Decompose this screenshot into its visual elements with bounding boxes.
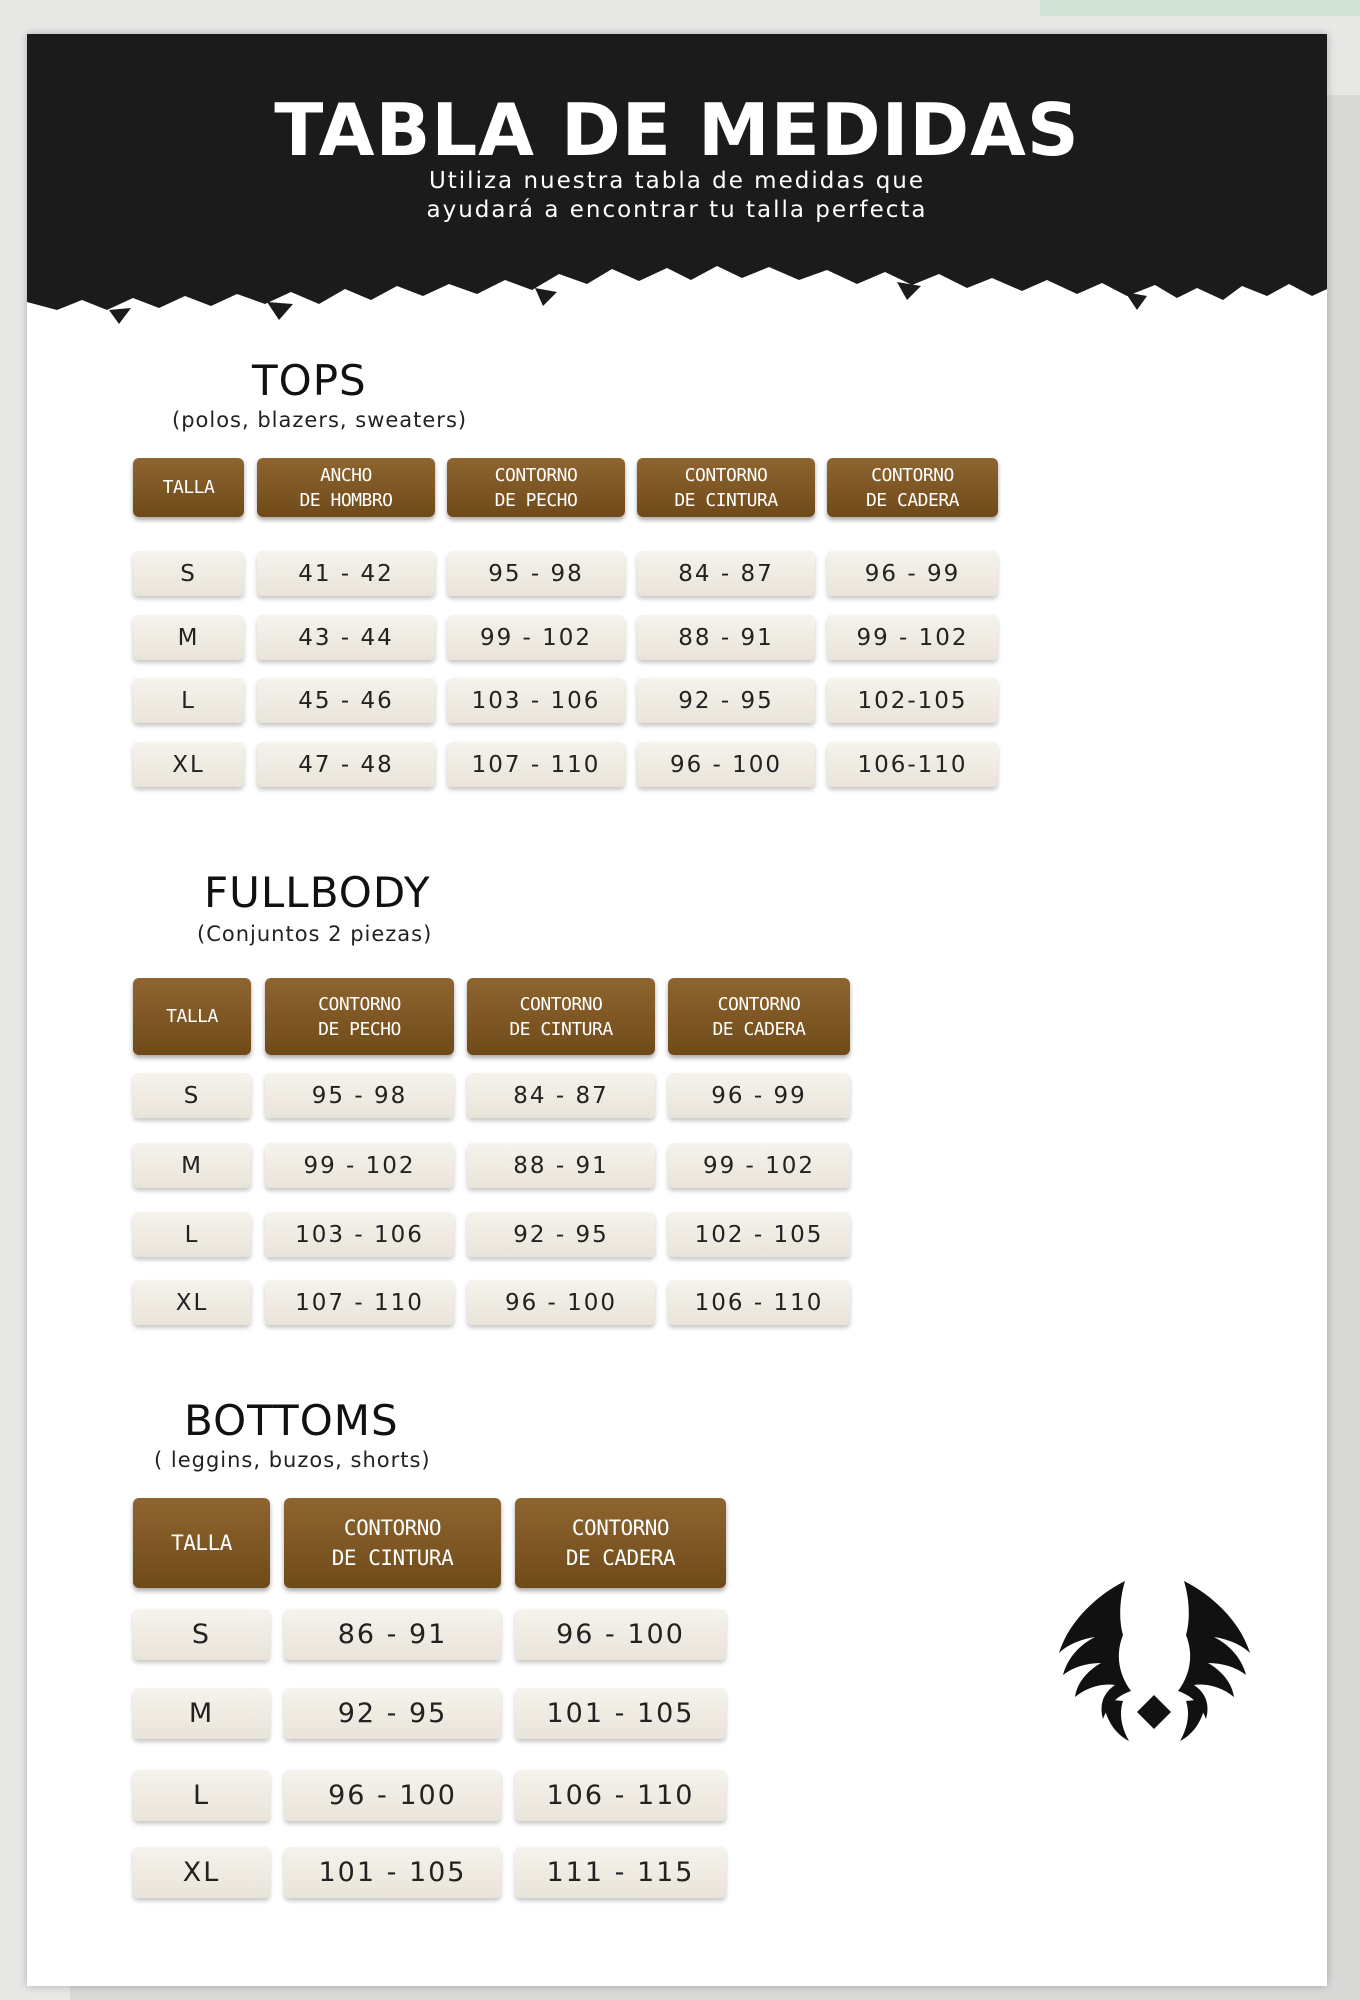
bottoms-table-cell: L (133, 1770, 270, 1821)
tops-title: TOPS (252, 356, 367, 405)
bottoms-table-cell: S (133, 1609, 270, 1660)
tops-table-cell: 102-105 (827, 678, 998, 723)
tops-header-cell: CONTORNO DE CINTURA (637, 458, 815, 517)
tops-table-cell: 84 - 87 (637, 551, 815, 596)
tops-table-cell: 103 - 106 (447, 678, 625, 723)
page-subtitle (27, 167, 1327, 225)
size-chart-sheet (27, 34, 1327, 1986)
tops-header-cell: CONTORNO DE PECHO (447, 458, 625, 517)
bottoms-table-cell: 96 - 100 (515, 1609, 726, 1660)
fullbody-table-cell: 106 - 110 (668, 1280, 850, 1325)
tops-table-cell: 43 - 44 (257, 615, 435, 660)
tops-table-cell: 45 - 46 (257, 678, 435, 723)
wings-diamond-logo-icon (1057, 1579, 1252, 1744)
fullbody-header-cell: CONTORNO DE CADERA (668, 978, 850, 1055)
fullbody-table-cell: 84 - 87 (467, 1073, 655, 1118)
fullbody-table-cell: S (133, 1073, 251, 1118)
fullbody-table-cell: 99 - 102 (265, 1143, 454, 1188)
fullbody-table-cell: L (133, 1212, 251, 1257)
fullbody-table-cell: 88 - 91 (467, 1143, 655, 1188)
bottoms-table-cell: M (133, 1688, 270, 1739)
fullbody-subtitle: (Conjuntos 2 piezas) (197, 922, 433, 946)
fullbody-table-cell: 96 - 99 (668, 1073, 850, 1118)
tops-table-cell: L (133, 678, 244, 723)
tops-table-cell: 92 - 95 (637, 678, 815, 723)
tops-table-cell: 99 - 102 (827, 615, 998, 660)
fullbody-header-cell: CONTORNO DE CINTURA (467, 978, 655, 1055)
bottoms-table-cell: 92 - 95 (284, 1688, 501, 1739)
fullbody-table-cell: 107 - 110 (265, 1280, 454, 1325)
bottoms-header-cell: TALLA (133, 1498, 270, 1588)
tops-table-cell: XL (133, 742, 244, 787)
tops-header-cell: CONTORNO DE CADERA (827, 458, 998, 517)
fullbody-table-cell: 92 - 95 (467, 1212, 655, 1257)
fullbody-header-cell: TALLA (133, 978, 251, 1055)
bottoms-table-cell: 86 - 91 (284, 1609, 501, 1660)
bottoms-header-cell: CONTORNO DE CADERA (515, 1498, 726, 1588)
fullbody-table-cell: M (133, 1143, 251, 1188)
tops-header-cell: TALLA (133, 458, 244, 517)
background-strip (1040, 0, 1360, 16)
fullbody-table-cell: XL (133, 1280, 251, 1325)
tops-table-cell: 96 - 99 (827, 551, 998, 596)
fullbody-table-cell: 99 - 102 (668, 1143, 850, 1188)
tops-subtitle: (polos, blazers, sweaters) (172, 408, 468, 432)
bottoms-table-cell: 96 - 100 (284, 1770, 501, 1821)
header-banner (27, 34, 1327, 334)
bottoms-table-cell: 101 - 105 (515, 1688, 726, 1739)
bottoms-subtitle: ( leggins, buzos, shorts) (154, 1448, 431, 1472)
tops-header-cell: ANCHO DE HOMBRO (257, 458, 435, 517)
tops-table-cell: 47 - 48 (257, 742, 435, 787)
tops-table-cell: 96 - 100 (637, 742, 815, 787)
tops-table-cell: S (133, 551, 244, 596)
fullbody-title: FULLBODY (204, 868, 431, 917)
bottoms-table-cell: 106 - 110 (515, 1770, 726, 1821)
page-title: TABLA DE MEDIDAS (274, 88, 1080, 172)
subtitle-line-2: ayudará a encontrar tu talla perfecta (426, 197, 928, 223)
bottoms-table-cell: 111 - 115 (515, 1847, 726, 1898)
bottoms-title: BOTTOMS (184, 1396, 399, 1445)
fullbody-table-cell: 103 - 106 (265, 1212, 454, 1257)
tops-table-cell: 88 - 91 (637, 615, 815, 660)
tops-table-cell: M (133, 615, 244, 660)
tops-table-cell: 95 - 98 (447, 551, 625, 596)
fullbody-table-cell: 96 - 100 (467, 1280, 655, 1325)
fullbody-table-cell: 102 - 105 (668, 1212, 850, 1257)
bottoms-table-cell: XL (133, 1847, 270, 1898)
tops-table-cell: 41 - 42 (257, 551, 435, 596)
tops-table-cell: 99 - 102 (447, 615, 625, 660)
subtitle-line-1: Utiliza nuestra tabla de medidas que (428, 168, 926, 194)
fullbody-header-cell: CONTORNO DE PECHO (265, 978, 454, 1055)
bottoms-table-cell: 101 - 105 (284, 1847, 501, 1898)
tops-table-cell: 106-110 (827, 742, 998, 787)
tops-table-cell: 107 - 110 (447, 742, 625, 787)
fullbody-table-cell: 95 - 98 (265, 1073, 454, 1118)
bottoms-header-cell: CONTORNO DE CINTURA (284, 1498, 501, 1588)
